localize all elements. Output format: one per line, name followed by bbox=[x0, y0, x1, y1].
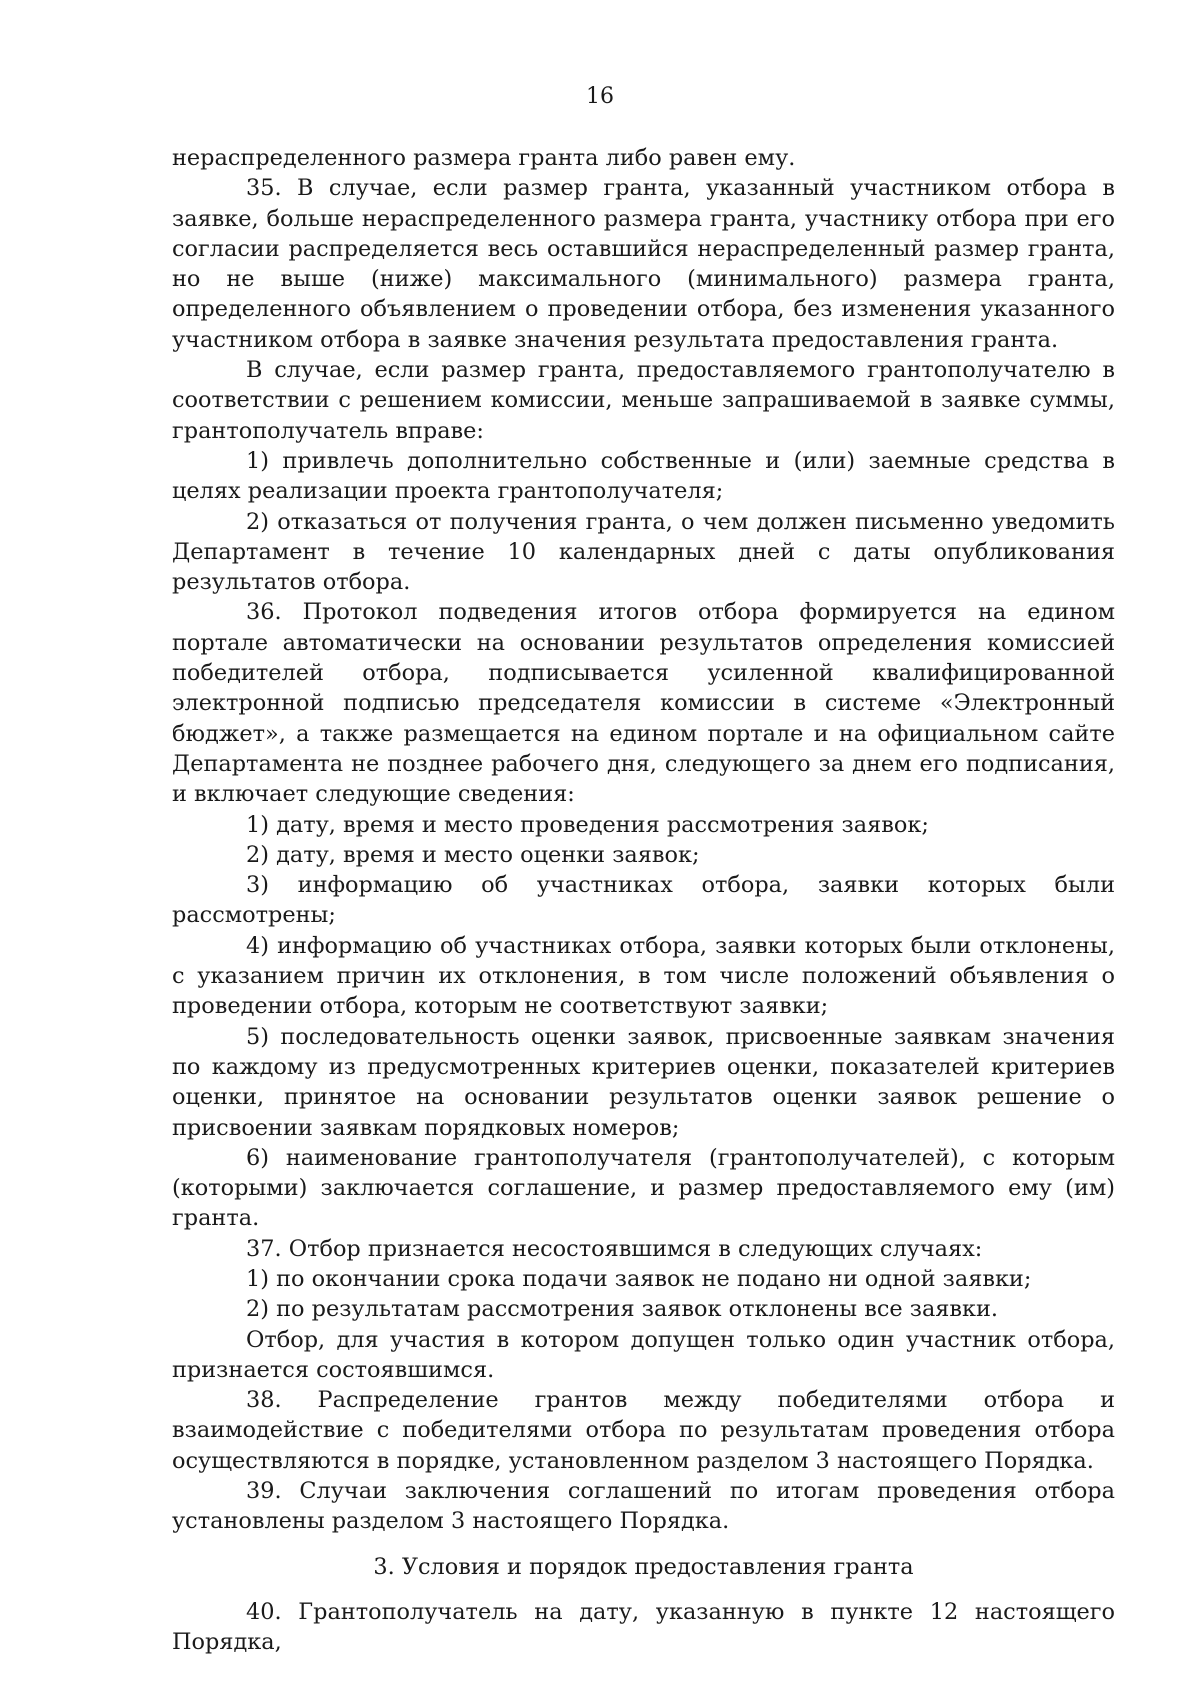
paragraph: Отбор, для участия в котором допущен только один участник отбора, признается состоявшимся. bbox=[172, 1326, 1115, 1383]
paragraph: 5) последовательность оценки заявок, присвоенные заявкам значения по каждому из предусмотренных критериев оценки, показателей критериев оценки, принятое на основании результатов оценки заявок решение о присвоении заявкам порядковых номеров; bbox=[172, 1023, 1115, 1141]
paragraph: 36. Протокол подведения итогов отбора формируется на едином портале автоматически на основании результатов определения комиссией победителей отбора, подписывается усиленной квалифицированной электронной подписью председателя комиссии в системе «Электронный бюджет», а также размещается на едином портале и на официальном сайте Департамента не позднее рабочего дня, следующего за днем его подписания, и включает следующие сведения: bbox=[172, 599, 1115, 808]
paragraph: 3) информацию об участниках отбора, заявки которых были рассмотрены; bbox=[172, 872, 1115, 929]
document-body bbox=[172, 143, 1115, 1658]
paragraph: 35. В случае, если размер гранта, указанный участником отбора в заявке, больше нераспределенного размера гранта, участнику отбора при его согласии распределяется весь оставшийся нераспределенный размер гранта, но не выше (ниже) максимального (минимального) размера гранта, определенного объявлением о проведении отбора, без изменения указанного участником отбора в заявке значения результата предоставления гранта. bbox=[172, 175, 1115, 353]
paragraph: 4) информацию об участниках отбора, заявки которых были отклонены, с указанием причин их отклонения, в том числе положений объявления о проведении отбора, которым не соответствуют заявки; bbox=[172, 932, 1115, 1020]
paragraph: 39. Случаи заключения соглашений по итогам проведения отбора установлены разделом 3 настоящего Порядка. bbox=[172, 1478, 1115, 1535]
paragraph: 1) дату, время и место проведения рассмотрения заявок; bbox=[246, 811, 929, 838]
paragraph: 1) привлечь дополнительно собственные и (или) заемные средства в целях реализации проекта грантополучателя; bbox=[172, 447, 1115, 505]
paragraph: В случае, если размер гранта, предоставляемого грантополучателю в соответствии с решением комиссии, меньше запрашиваемой в заявке суммы, грантополучатель вправе: bbox=[172, 357, 1115, 444]
paragraph: 6) наименование грантополучателя (грантополучателей), с которым (которыми) заключается соглашение, и размер предоставляемого ему (им) гранта. bbox=[172, 1144, 1115, 1232]
paragraph: 38. Распределение грантов между победителями отбора и взаимодействие с победителями отбора по результатам проведения отбора осуществляются в порядке, установленном разделом 3 настоящего Порядка. bbox=[172, 1387, 1115, 1474]
paragraph: 2) дату, время и место оценки заявок; bbox=[246, 841, 700, 868]
paragraphs-before-heading bbox=[172, 143, 1115, 1537]
paragraph: 1) по окончании срока подачи заявок не подано ни одной заявки; bbox=[246, 1265, 1032, 1292]
paragraph: 37. Отбор признается несостоявшимся в следующих случаях: bbox=[246, 1235, 983, 1262]
paragraph: 40. Грантополучатель на дату, указанную в пункте 12 настоящего Порядка, bbox=[172, 1598, 1115, 1656]
paragraphs-after-heading bbox=[172, 1597, 1115, 1658]
paragraph: 2) отказаться от получения гранта, о чем должен письменно уведомить Департамент в течение 10 календарных дней с даты опубликования результатов отбора. bbox=[172, 508, 1115, 596]
paragraph: 2) по результатам рассмотрения заявок отклонены все заявки. bbox=[246, 1296, 999, 1323]
section-heading: 3. Условия и порядок предоставления гранта bbox=[373, 1553, 914, 1580]
paragraph: нераспределенного размера гранта либо равен ему. bbox=[172, 145, 796, 171]
page-number: 16 bbox=[586, 84, 614, 109]
